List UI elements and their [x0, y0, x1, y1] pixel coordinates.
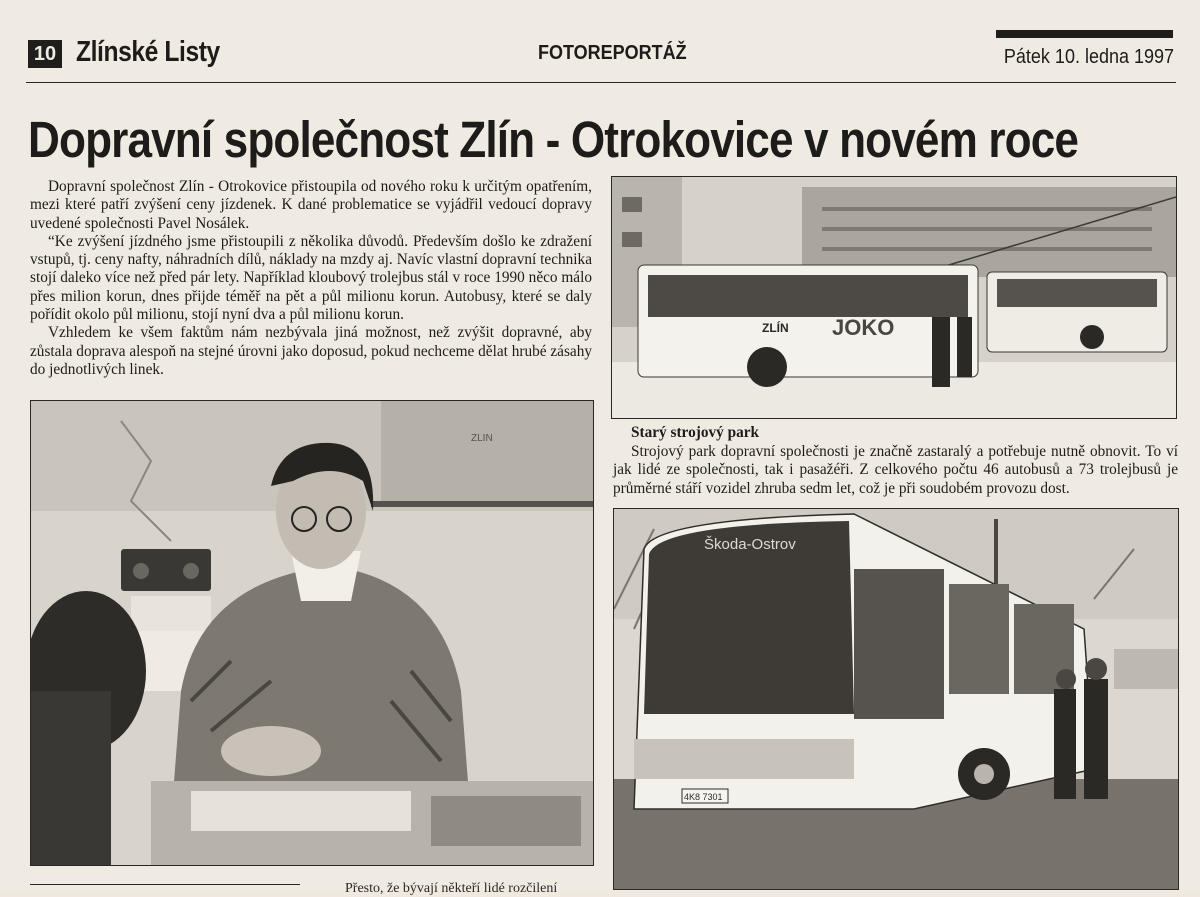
section-title: FOTOREPORTÁŽ: [538, 42, 687, 64]
bus-destination-sign: Škoda-Ostrov: [704, 536, 796, 553]
bus-photo: [613, 508, 1179, 890]
paper-name: Zlínské Listy: [76, 36, 220, 68]
trolleybus-photo: [611, 176, 1177, 419]
continuation-text: Přesto, že bývají někteří lidé rozčilení: [345, 881, 558, 896]
article-paragraph: “Ke zvýšení jízdného jsme přistoupili z několika důvodů. Především došlo ke zdražení vstupů, tj. ceny nafty, náhradních dílů, náklady na mzdy aj. Navíc vlastní dopravní technika stojí daleko více než před pár lety. Například kloubový trolejbus stál v roce 1990 něco málo přes milion korun, dnes přijde téměř na pět a půl milionu korun. Autobusy, které se daly pořídit okolo půl milionu, stojí nyní dva a půl milionu korun.: [30, 232, 592, 324]
issue-date: Pátek 10. ledna 1997: [1003, 46, 1174, 68]
caption-title: Starý strojový park: [631, 424, 760, 441]
caption-text: Strojový park dopravní společnosti je značně zastaralý a potřebuje nutně obnovit. To ví jak lidé ze společnosti, tak i pasažéři. Z celkového počtu 46 autobusů a 73 trolejbusů je průměrné stáří vozidel zhruba sedm let, což je při soudobém provozu dost.: [613, 442, 1178, 497]
article-headline: Dopravní společnost Zlín - Otrokovice v novém roce: [28, 111, 1079, 168]
article-paragraph: Dopravní společnost Zlín - Otrokovice přistoupila od nového roku k určitým opatřením, mezi které patří zvýšení ceny jízdenek. K dané problematice se vyjádřil vedoucí dopravy uvedené společnosti Pavel Nosálek.: [30, 178, 592, 232]
portrait-photo: [30, 400, 594, 866]
wall-map-label: ZLIN: [471, 433, 493, 444]
page-number: 10: [28, 40, 62, 68]
article-body: [30, 178, 592, 379]
page-header: [26, 30, 1176, 78]
header-rule: [26, 82, 1176, 83]
route-label: ZLÍN: [762, 321, 789, 335]
license-plate: 4K8 7301: [684, 792, 723, 802]
next-photo-edge: [30, 884, 300, 891]
photo-caption: [613, 424, 1178, 498]
date-bar: [996, 30, 1173, 38]
article-paragraph: Vzhledem ke všem faktům nám nezbývala jiná možnost, než zvýšit dopravné, aby zůstala doprava alespoň na stejné úrovni jako doposud, pokud nechceme dělat hrubé zásahy do jednotlivých linek.: [30, 324, 592, 378]
trolleybus-ad-text: JOKO: [832, 315, 895, 340]
